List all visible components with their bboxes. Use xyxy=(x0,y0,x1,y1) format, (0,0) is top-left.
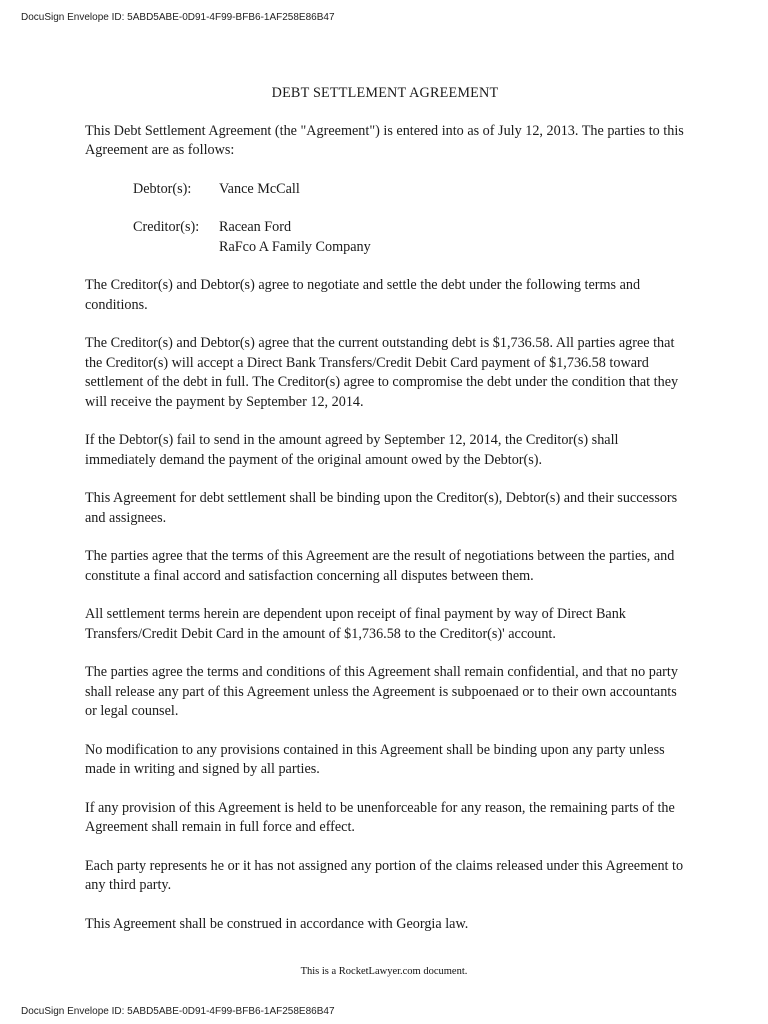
intro-paragraph: This Debt Settlement Agreement (the "Agreement") is entered into as of July 12, 2013. The parties to this Agreement are as follows: xyxy=(85,122,684,158)
docusign-envelope-id-footer: DocuSign Envelope ID: 5ABD5ABE-0D91-4F99-BFB6-1AF258E86B47 xyxy=(21,1006,335,1017)
severability-paragraph: If any provision of this Agreement is held to be unenforceable for any reason, the remaining parts of the Agreement shall remain in full force and effect. xyxy=(85,799,675,835)
terms-paragraph: The Creditor(s) and Debtor(s) agree to negotiate and settle the debt under the following terms and conditions. xyxy=(85,277,641,313)
document-title: DEBT SETTLEMENT AGREEMENT xyxy=(271,85,499,101)
outstanding-debt-paragraph: The Creditor(s) and Debtor(s) agree that the current outstanding debt is $1,736.58. All parties agree that the Creditor(s) will accept a Direct Bank Transfers/Credit Debit Card payment of $1,736.58 toward settlement of the debt in full. The Creditor(s) agree to compromise the debt under the condition that they will receive the payment by September 12, 2014. xyxy=(85,335,679,410)
payment-terms-paragraph: All settlement terms herein are dependent upon receipt of final payment by way of Direct Bank Transfers/Credit Debit Card in the amount of $1,736.58 to the Creditor(s)' account. xyxy=(85,606,626,642)
debtor-name: Vance McCall xyxy=(219,180,300,197)
docusign-envelope-id-header: DocuSign Envelope ID: 5ABD5ABE-0D91-4F99-BFB6-1AF258E86B47 xyxy=(21,12,335,23)
assignment-paragraph: Each party represents he or it has not assigned any portion of the claims released under this Agreement to any third party. xyxy=(85,857,684,893)
agreement-body xyxy=(85,84,685,953)
binding-paragraph: This Agreement for debt settlement shall be binding upon the Creditor(s), Debtor(s) and their successors and assignees. xyxy=(85,490,678,526)
debtor-row xyxy=(133,180,685,200)
governing-law-paragraph: This Agreement shall be construed in accordance with Georgia law. xyxy=(85,915,469,932)
debtor-label: Debtor(s): xyxy=(133,180,192,197)
modification-paragraph: No modification to any provisions contained in this Agreement shall be binding upon any party unless made in writing and signed by all parties. xyxy=(85,741,665,777)
accord-paragraph: The parties agree that the terms of this Agreement are the result of negotiations between the parties, and constitute a final accord and satisfaction concerning all disputes between them. xyxy=(85,548,675,584)
creditor-label: Creditor(s): xyxy=(133,219,200,235)
creditor-row xyxy=(133,218,685,257)
confidentiality-paragraph: The parties agree the terms and conditions of this Agreement shall remain confidential, and that no party shall release any part of this Agreement unless the Agreement is subpoenaed or to their own accountants or legal counsel. xyxy=(85,664,678,719)
creditor-name: RaFco A Family Company xyxy=(219,238,371,255)
default-paragraph: If the Debtor(s) fail to send in the amount agreed by September 12, 2014, the Creditor(s) shall immediately demand the payment of the original amount owed by the Debtor(s). xyxy=(85,432,619,468)
rocketlawyer-footer: This is a RocketLawyer.com document. xyxy=(300,966,468,977)
creditor-name: Racean Ford xyxy=(219,219,292,235)
